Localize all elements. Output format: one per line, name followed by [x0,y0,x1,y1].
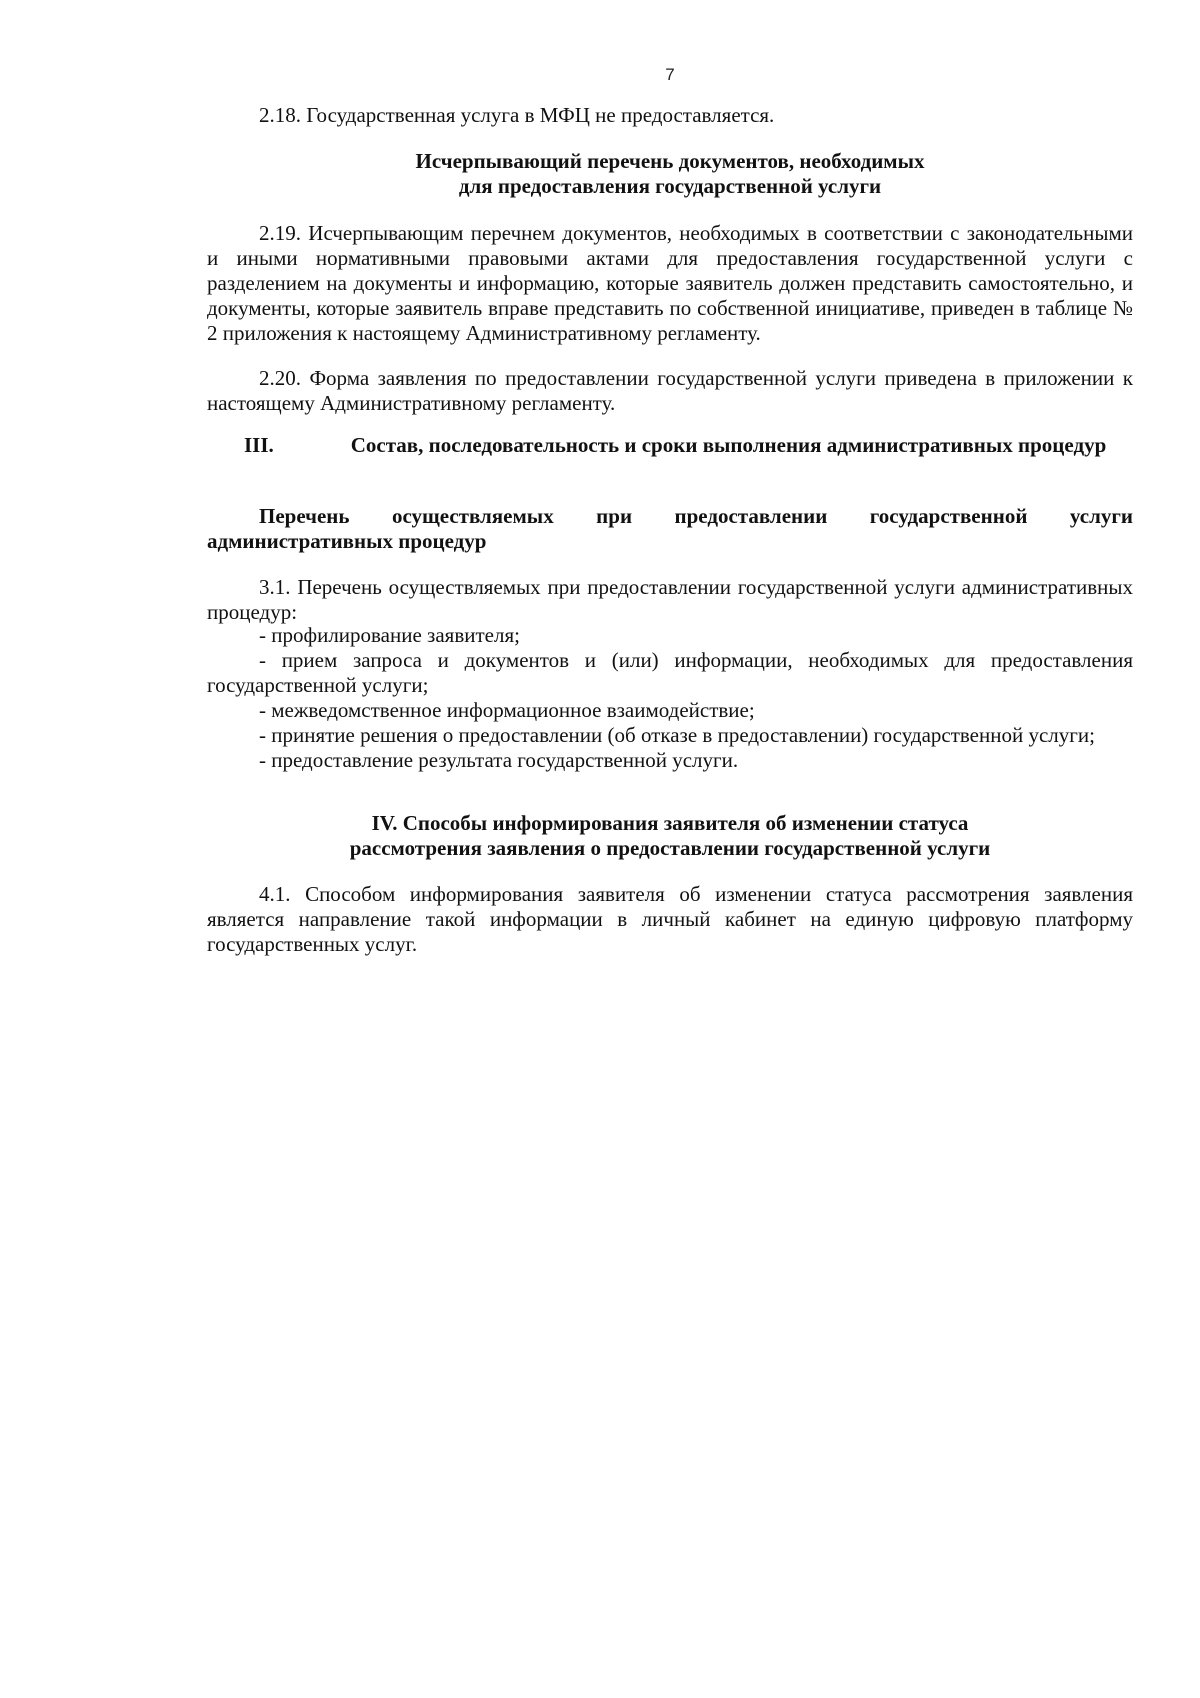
list-item: - профилирование заявителя; [259,623,520,647]
heading-procedures: Перечень осуществляемых при предоставлении государственной услуги административных процедур [207,504,1133,553]
section-4-heading [207,811,1133,861]
section-4-line1: IV. Способы информирования заявителя об изменении статуса [371,811,969,835]
list-item: - прием запроса и документов и (или) информации, необходимых для предоставления государственной услуги; [207,648,1133,697]
paragraph-3-1: 3.1. Перечень осуществляемых при предоставлении государственной услуги административных процедур: [207,575,1133,624]
heading-documents-line2: для предоставления государственной услуги [458,174,882,198]
paragraph-2-18: 2.18. Государственная услуга в МФЦ не предоставляется. [259,103,775,127]
section-4-line2: рассмотрения заявления о предоставлении государственной услуги [349,836,991,860]
page-number: 7 [665,65,675,84]
list-item: - межведомственное информационное взаимодействие; [259,698,755,722]
paragraph-4-1: 4.1. Способом информирования заявителя об изменении статуса рассмотрения заявления является направление такой информации в личный кабинет на единую цифровую платформу государственных услуг. [207,882,1133,956]
section-3-heading [244,433,1133,458]
section-3-numeral: III. [244,433,274,457]
paragraph-2-20: 2.20. Форма заявления по предоставлении государственной услуги приведена в приложении к настоящему Административному регламенту. [207,366,1133,415]
heading-documents [207,149,1133,199]
list-item: - предоставление результата государственной услуги. [259,748,739,772]
procedures-list [207,623,1133,773]
heading-documents-line1: Исчерпывающий перечень документов, необходимых [415,149,925,173]
paragraph-2-19: 2.19. Исчерпывающим перечнем документов, необходимых в соответствии с законодательными и иными нормативными правовыми актами для предоставления государственной услуги с разделением на документы и информацию, которые заявитель должен представить самостоятельно, и документы, которые заявитель вправе представить по собственной инициативе, приведен в таблице № 2 приложения к настоящему Административному регламенту. [207,221,1133,345]
section-3-title: Состав, последовательность и сроки выполнения административных процедур [350,433,1107,457]
list-item: - принятие решения о предоставлении (об отказе в предоставлении) государственной услуги; [259,723,1095,747]
